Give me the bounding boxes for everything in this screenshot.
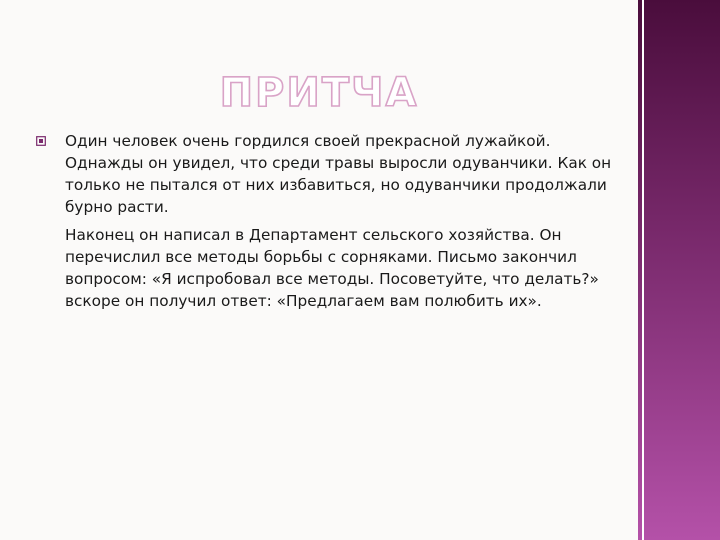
paragraph-2-text: Наконец он написал в Департамент сельского хозяйства. Он перечислил все методы борьбы с сорняками. Письмо закончил вопросом: «Я испробовал все методы. Посоветуйте, что делать?» вскоре он получил ответ: «Предлагаем вам полюбить их». bbox=[65, 226, 599, 310]
wingding-square-bullet-icon bbox=[36, 136, 46, 146]
slide-title: ПРИТЧА bbox=[219, 70, 419, 116]
decorative-side-strip bbox=[638, 0, 720, 540]
body-paragraph-1 bbox=[36, 130, 616, 218]
paragraph-1-text: Один человек очень гордился своей прекрасной лужайкой. Однажды он увидел, что среди травы выросли одуванчики. Как он только не пытался от них избавиться, но одуванчики продолжали бурно расти. bbox=[65, 132, 612, 216]
body-paragraph-2 bbox=[36, 224, 616, 312]
slide-body bbox=[36, 130, 616, 318]
strip-divider-line bbox=[642, 0, 644, 540]
